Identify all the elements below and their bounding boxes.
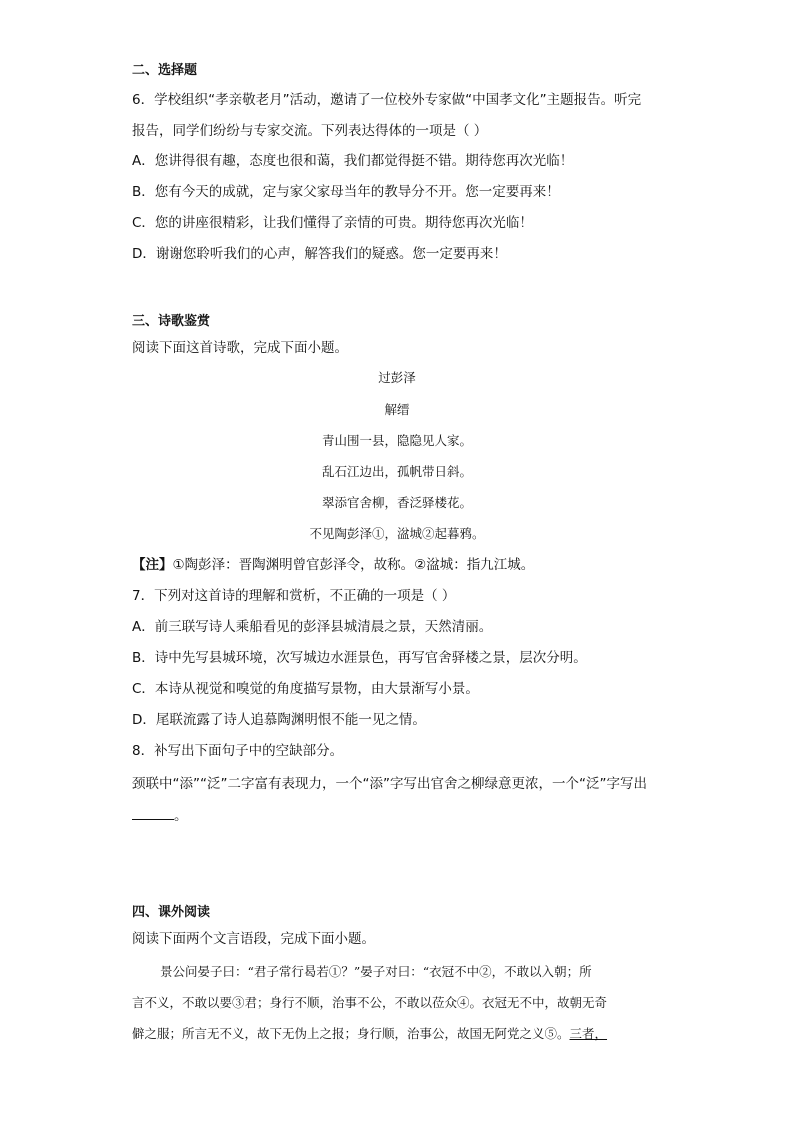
- poem-line: 不见陶彭泽①，湓城②起暮鸦。: [309, 526, 485, 541]
- q6-option-d: D．谢谢您聆听我们的心声，解答我们的疑惑。您一定要再来！: [132, 246, 507, 262]
- q7-option-d: D．尾联流露了诗人追慕陶渊明恨不能一见之情。: [132, 712, 426, 728]
- poem-author: 解缙: [384, 402, 410, 417]
- section-heading-choice: 二、选择题: [132, 63, 198, 78]
- answer-blank[interactable]: [132, 807, 174, 820]
- q8-line2-end: 。: [174, 808, 188, 824]
- q8-line2: [132, 807, 188, 824]
- poem-line: 翠添官舍柳，香泛驿楼花。: [321, 495, 472, 510]
- q6-option-c: C．您的讲座很精彩，让我们懂得了亲情的可贵。期待您再次光临！: [132, 215, 533, 231]
- passage-line-text: 僻之服；所言无不义，故下无伪上之报；身行顺，治事公，故国无阿党之义⑤。: [132, 1026, 570, 1041]
- passage-underlined-text: 三者，: [569, 1026, 608, 1041]
- poetry-intro: 阅读下面这首诗歌，完成下面小题。: [132, 340, 348, 356]
- passage-line: 景公问晏子曰：“君子常行曷若①？”晏子对曰：“衣冠不中②，不敢以入朝；所: [160, 964, 592, 979]
- q7-option-c: C．本诗从视觉和嗅觉的角度描写景物，由大景渐写小景。: [132, 681, 479, 697]
- q8-stem: 8．补写出下面句子中的空缺部分。: [132, 743, 344, 759]
- q7-option-a: A．前三联写诗人乘船看见的彭泽县城清晨之景，天然清丽。: [132, 619, 493, 635]
- q7-option-b: B．诗中先写县城环境，次写城边水涯景色，再写官舍驿楼之景，层次分明。: [132, 650, 587, 666]
- q6-stem-line1: 6．学校组织“孝亲敬老月”活动，邀请了一位校外专家做“中国孝文化”主题报告。听完: [132, 92, 642, 108]
- q6-option-b: B．您有今天的成就，定与家父家母当年的教导分不开。您一定要再来！: [132, 184, 560, 200]
- q8-line1: 颈联中“添”“泛”二字富有表现力，一个“添”字写出官舍之柳绿意更浓，一个“泛”字写出: [132, 776, 647, 792]
- note-text: ①陶彭泽：晋陶渊明曾官彭泽令，故称。②湓城：指九江城。: [172, 557, 535, 573]
- poem-line: 乱石江边出，孤帆带日斜。: [321, 464, 472, 479]
- poem-title: 过彭泽: [378, 370, 416, 385]
- note-label: 【注】: [132, 557, 173, 573]
- section-heading-poetry: 三、诗歌鉴赏: [132, 314, 211, 329]
- passage-line: 言不义，不敢以要③君；身行不顺，治事不公，不敢以莅众④。衣冠无不中，故朝无奇: [132, 995, 608, 1010]
- poem-note: [132, 557, 534, 573]
- q6-stem-line2: 报告，同学们纷纷与专家交流。下列表达得体的一项是（ ）: [132, 123, 488, 139]
- poem-line: 青山围一县，隐隐见人家。: [321, 433, 472, 448]
- passage-line-last: [132, 1026, 607, 1042]
- section-heading-reading: 四、课外阅读: [132, 905, 211, 920]
- q7-stem: 7．下列对这首诗的理解和赏析，不正确的一项是（ ）: [132, 588, 456, 604]
- reading-intro: 阅读下面两个文言语段，完成下面小题。: [132, 931, 375, 947]
- q6-option-a: A．您讲得很有趣，态度也很和蔼，我们都觉得挺不错。期待您再次光临！: [132, 153, 574, 169]
